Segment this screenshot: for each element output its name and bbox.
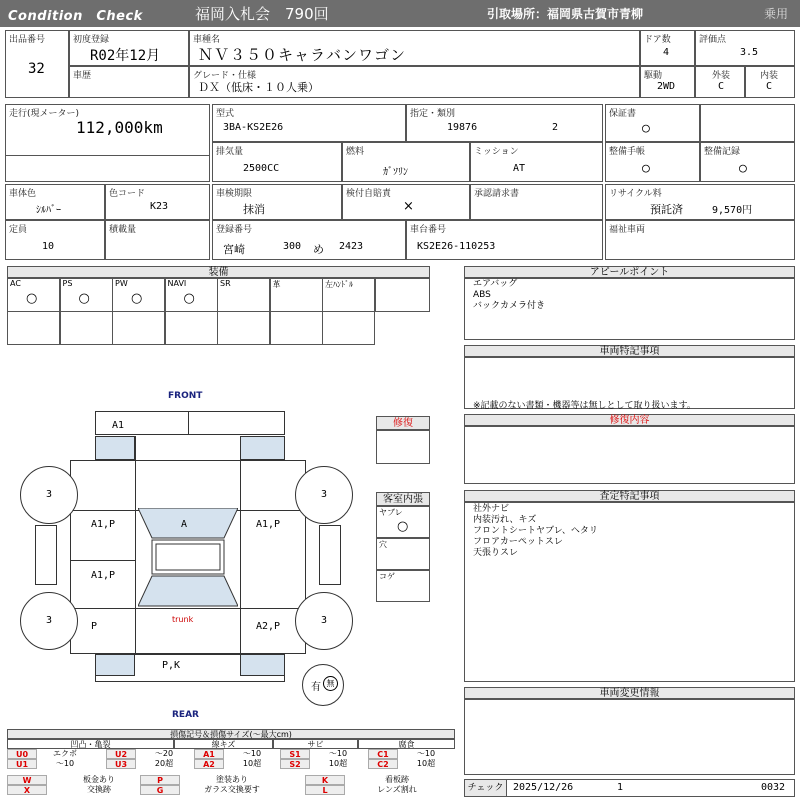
capacity-cell: 定員 10: [5, 220, 105, 260]
legend-text: 塗装あり: [216, 775, 248, 784]
legend-text: 10超: [242, 759, 262, 768]
special-box: [464, 357, 795, 409]
legend-text: エクボ: [53, 749, 77, 758]
insurance-cell: 検付自賠責 ×: [342, 184, 470, 220]
legend-group: 腐食: [358, 739, 455, 749]
rear-bumper-panel: [95, 654, 285, 682]
equipment-blank: [60, 311, 113, 345]
drive-type: 2WD: [657, 81, 676, 92]
legend-text: 10超: [328, 759, 348, 768]
legend-code: U3: [106, 759, 136, 769]
plate-cell: 登録番号 宮崎 300 め 2423: [212, 220, 406, 260]
mileage: 112,000km: [76, 118, 163, 137]
appeal-item: バックカメラ付き: [473, 301, 546, 311]
maint-record-mark: ○: [739, 161, 747, 176]
auction-name: 福岡入札会 790回: [195, 5, 329, 23]
spare-tire: [302, 664, 344, 706]
equipment-blank: [165, 311, 218, 345]
recycle-cell: リサイクル料 預託済 9,570円: [605, 184, 795, 220]
divider: [135, 436, 136, 610]
car-name-cell: 車種名 ＮＶ３５０キャラバンワゴン: [189, 30, 640, 66]
windshield-svg: [138, 508, 238, 608]
plate-class: 300: [283, 241, 302, 252]
pickup-location: 引取場所：福岡県古賀市青柳: [487, 7, 644, 21]
legend-text: ガラス交換要す: [204, 785, 260, 794]
equipment-mark: ○: [26, 291, 38, 306]
assess-item: フロアカーペットスレ: [473, 537, 563, 547]
equipment-blank: [375, 278, 430, 312]
check-number: 0032: [761, 782, 786, 793]
front-label: FRONT: [168, 391, 203, 401]
repair-box: [376, 430, 430, 464]
legend-text: レンズ割れ: [377, 785, 417, 794]
cabin-title: 客室内張: [376, 492, 430, 506]
front-right-corner: [240, 436, 285, 460]
model-code: 3BA-KS2E26: [223, 122, 284, 133]
legend-text: 10超: [416, 759, 436, 768]
car-name: ＮＶ３５０キャラバンワゴン: [198, 46, 407, 64]
divider: [188, 411, 189, 435]
warranty-cell: 保証書 ○: [605, 104, 700, 142]
equipment-label: 革: [272, 280, 281, 289]
blank-cell: [700, 104, 795, 142]
equipment-blank: [7, 311, 60, 345]
form-title: Condition Check: [8, 9, 143, 24]
cabin-item: [376, 506, 430, 538]
evaluation-score: 3.5: [740, 47, 759, 58]
legend-group: 凹凸・亀裂: [7, 739, 174, 749]
tire-front-left: 3: [20, 466, 78, 524]
roof: [152, 540, 224, 574]
door-cell: ドア数 4: [640, 30, 695, 66]
color-code-cell: 色コード K23: [105, 184, 210, 220]
rear-window: [138, 576, 238, 606]
recycle-amount: 9,570円: [712, 205, 753, 216]
legend-text: 看板跡: [385, 775, 409, 784]
repair-detail-box: [464, 426, 795, 484]
appeal-list: [473, 279, 545, 312]
equipment-cell: [60, 278, 113, 312]
assess-item: 社外ナビ: [473, 504, 510, 514]
assess-list: [473, 504, 598, 559]
mark-hood: A: [181, 519, 188, 530]
fuel-type: ｶﾞｿﾘﾝ: [383, 167, 408, 178]
left-mirror: [35, 525, 57, 585]
mark-rear-bumper: P,K: [162, 660, 181, 671]
legend-text: 板金あり: [83, 775, 115, 784]
displacement-cell: 排気量 2500CC: [212, 142, 342, 182]
spare-nashi: 無: [323, 676, 338, 691]
mark-front-bumper: A1: [112, 420, 125, 431]
seating-capacity: 10: [42, 241, 55, 252]
mark-left-rear-door: A1,P: [91, 570, 116, 581]
legend-text: 〜10: [55, 759, 75, 768]
equipment-blank: [217, 311, 270, 345]
rear-label: REAR: [172, 710, 199, 720]
equipment-cell: [270, 278, 323, 312]
mark-right-quarter: A2,P: [256, 621, 281, 632]
divider: [240, 436, 241, 610]
cabin-label: 穴: [379, 540, 387, 549]
cabin-item: [376, 538, 430, 570]
equipment-title: 装備: [7, 266, 430, 278]
designation-number: 19876: [447, 122, 478, 133]
displacement: 2500CC: [243, 163, 280, 174]
model-cell: 型式 3BA-KS2E26: [212, 104, 406, 142]
mark-left-front-door: A1,P: [91, 519, 116, 530]
lot-number-cell: 出品番号 32: [5, 30, 69, 98]
legend-code: L: [305, 785, 345, 795]
grade: ＤＸ（低床・１０人乗）: [198, 81, 319, 94]
maint-book-mark: ○: [642, 161, 650, 176]
assess-item: 内装汚れ、キズ: [473, 515, 537, 525]
divider: [240, 608, 241, 654]
spare-ari: 有: [311, 682, 321, 693]
fuel-cell: 燃料 ｶﾞｿﾘﾝ: [342, 142, 470, 182]
legend-code: U2: [106, 749, 136, 759]
mileage-cell: 走行(現メーター) 112,000km: [5, 104, 210, 182]
approval-cell: 承認請求書: [470, 184, 603, 220]
equipment-cell: [217, 278, 270, 312]
check-count: 1: [617, 782, 624, 793]
equipment-mark: ○: [131, 291, 143, 306]
header-bar: [0, 0, 800, 27]
legend-group: 線キズ: [174, 739, 273, 749]
equipment-cell: [165, 278, 218, 312]
legend-text: 20超: [154, 759, 174, 768]
legend-code: C1: [368, 749, 398, 759]
tire-rear-left: 3: [20, 592, 78, 650]
vehicle-category: 乗用: [764, 7, 789, 21]
appeal-item: ABS: [473, 290, 491, 300]
chassis-cell: 車台番号 KS2E26-110253: [406, 220, 603, 260]
front-left-corner: [95, 436, 135, 460]
assess-item: 天張りスレ: [473, 548, 519, 558]
cabin-label: コゲ: [379, 572, 395, 581]
interior-grade-cell: 内装 C: [745, 66, 795, 98]
mark-right-front-door: A1,P: [256, 519, 281, 530]
transmission: AT: [513, 163, 526, 174]
maint-record-cell: 整備記録 ○: [700, 142, 795, 182]
check-footer: [464, 779, 795, 797]
plate-number: 2423: [339, 241, 364, 252]
legend-code: X: [7, 785, 47, 795]
change-title: 車両変更情報: [464, 687, 795, 699]
body-color: ｼﾙﾊﾞｰ: [36, 205, 61, 216]
inspection-cell: 車検期限 抹消: [212, 184, 342, 220]
cabin-item: [376, 570, 430, 602]
equipment-label: SR: [220, 279, 231, 288]
legend-title: 損傷記号＆損傷サイズ(〜最大cm): [7, 729, 455, 739]
interior-grade: C: [766, 81, 773, 92]
score-cell: 評価点 3.5: [695, 30, 795, 66]
door-count: 4: [663, 47, 670, 58]
equipment-cell: [322, 278, 375, 312]
divider: [70, 560, 136, 561]
recycle-status: 預託済: [650, 203, 683, 216]
chassis-number: KS2E26-110253: [417, 241, 496, 252]
legend-text: 〜10: [328, 749, 348, 758]
equipment-cell: [112, 278, 165, 312]
assess-item: フロントシートヤブレ、ヘタリ: [473, 526, 598, 536]
plate-area: 宮崎: [223, 243, 245, 256]
insurance-mark: ×: [403, 199, 414, 214]
legend-text: 〜10: [416, 749, 436, 758]
repair-detail-title: 修復内容: [464, 414, 795, 426]
check-date: 2025/12/26: [513, 782, 574, 793]
assess-box: [464, 502, 795, 682]
appeal-box: [464, 278, 795, 340]
designation-cell: 指定・類別 19876 2: [406, 104, 603, 142]
history-cell: 車歴: [69, 66, 189, 98]
special-note: ※記載のない書類・機器等は無しとして取り扱います。: [473, 401, 696, 411]
trunk-label: trunk: [172, 615, 194, 624]
special-title: 車両特記事項: [464, 345, 795, 357]
first-registration: R02年12月: [90, 48, 161, 64]
repair-box-title: 修復: [376, 416, 430, 430]
load-cell: 積載量: [105, 220, 210, 260]
cabin-mark: ○: [397, 519, 409, 534]
exterior-grade: C: [718, 81, 725, 92]
assess-title: 査定特記事項: [464, 490, 795, 502]
legend-text: 〜10: [242, 749, 262, 758]
color-cell: 車体色 ｼﾙﾊﾞｰ: [5, 184, 105, 220]
legend-text: 交換跡: [87, 785, 111, 794]
cabin-label: ヤブレ: [379, 508, 403, 517]
equipment-cell: [7, 278, 60, 312]
legend-code: A2: [194, 759, 224, 769]
legend-text: 〜20: [154, 749, 174, 758]
grade-cell: グレード・仕様 ＤＸ（低床・１０人乗）: [189, 66, 640, 98]
divider: [135, 608, 136, 654]
legend-code: U0: [7, 749, 37, 759]
legend-code: A1: [194, 749, 224, 759]
equipment-label: 左ﾊﾝﾄﾞﾙ: [325, 280, 353, 289]
legend-code: S2: [280, 759, 310, 769]
appeal-title: アピールポイント: [464, 266, 795, 278]
mark-left-quarter: P: [91, 621, 98, 632]
exterior-grade-cell: 外装 C: [695, 66, 745, 98]
windshield: [138, 508, 238, 538]
inspection-status: 抹消: [243, 203, 265, 216]
equipment-label: PS: [62, 279, 73, 288]
mission-cell: ミッション AT: [470, 142, 603, 182]
appeal-item: エアバッグ: [473, 279, 518, 289]
class-number: 2: [552, 122, 559, 133]
equipment-blank: [322, 311, 375, 345]
warranty-mark: ○: [642, 121, 650, 136]
legend-code: S1: [280, 749, 310, 759]
tire-front-right: 3: [295, 466, 353, 524]
legend-code: W: [7, 775, 47, 785]
check-label: チェック: [465, 780, 507, 796]
legend-code: P: [140, 775, 180, 785]
welfare-cell: 福祉車両: [605, 220, 795, 260]
legend-code: K: [305, 775, 345, 785]
first-reg-cell: 初度登録 R02年12月: [69, 30, 189, 66]
plate-kana: め: [313, 243, 324, 256]
equipment-label: NAVI: [167, 279, 187, 288]
legend-code: C2: [368, 759, 398, 769]
lot-number: 32: [28, 61, 45, 77]
equipment-blank: [270, 311, 323, 345]
change-box: [464, 699, 795, 775]
color-code: K23: [150, 201, 169, 212]
legend-code: G: [140, 785, 180, 795]
equipment-label: PW: [115, 279, 128, 288]
equipment-mark: ○: [183, 291, 195, 306]
legend-group: サビ: [273, 739, 358, 749]
equipment-label: AC: [10, 279, 21, 288]
tire-rear-right: 3: [295, 592, 353, 650]
drive-cell: 駆動 2WD: [640, 66, 695, 98]
right-mirror: [319, 525, 341, 585]
equipment-mark: ○: [78, 291, 90, 306]
maint-book-cell: 整備手帳 ○: [605, 142, 700, 182]
divider: [6, 155, 209, 156]
equipment-blank: [112, 311, 165, 345]
legend-code: U1: [7, 759, 37, 769]
